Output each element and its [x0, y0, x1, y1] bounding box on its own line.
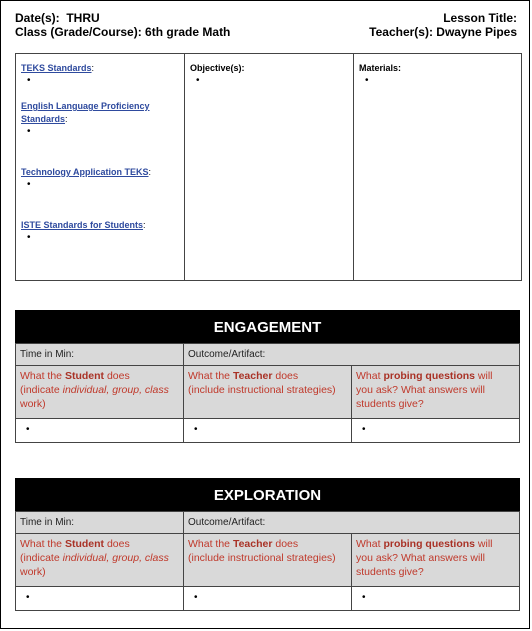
class-value[interactable]: 6th grade Math [145, 25, 231, 39]
date-line [15, 11, 100, 25]
text: does [104, 370, 130, 382]
text: you ask? What answers will [356, 552, 485, 564]
probing-bullet-cell[interactable] [352, 587, 520, 611]
text: What [356, 370, 384, 382]
teacher-label: Teacher(s): [369, 25, 433, 39]
student-bullet-cell[interactable] [16, 587, 184, 611]
teacher-bullet-cell[interactable] [184, 587, 352, 611]
colon: : [148, 167, 152, 177]
elps-standards-link-cont[interactable]: Standards [21, 114, 66, 124]
engagement-table [15, 343, 520, 443]
text: students give? [356, 566, 424, 578]
class-line [15, 25, 230, 39]
standards-cell[interactable] [16, 54, 185, 281]
probing-bold: probing questions [383, 538, 476, 550]
text: What the [188, 538, 233, 550]
probing-bold: probing questions [383, 370, 476, 382]
text: you ask? What answers will [356, 384, 485, 396]
text: work) [20, 398, 46, 410]
student-bullet-cell[interactable] [16, 419, 184, 443]
text: work) [20, 566, 46, 578]
outcome-artifact-cell[interactable] [184, 512, 520, 534]
bullet-item[interactable]: • [365, 75, 369, 86]
engagement-section [15, 310, 520, 443]
bullet-item[interactable]: • [27, 179, 31, 190]
outcome-artifact-cell[interactable] [184, 344, 520, 366]
section-title: EXPLORATION [15, 478, 520, 511]
class-label: Class (Grade/Course): [15, 25, 142, 39]
text: students give? [356, 398, 424, 410]
teacher-value[interactable]: Dwayne Pipes [436, 25, 517, 39]
teacher-does-cell [184, 366, 352, 419]
bullet-item[interactable]: • [27, 232, 31, 243]
student-bold: Student [64, 538, 105, 550]
time-label: Time in Min: [20, 517, 75, 528]
text: will [475, 538, 493, 550]
text: does [272, 538, 299, 550]
text: does [272, 370, 299, 382]
bullet-item: • [194, 424, 198, 435]
probing-questions-cell [352, 534, 520, 587]
bullet-item[interactable]: • [27, 126, 31, 137]
exploration-table [15, 511, 520, 611]
student-italic: individual, group, class [62, 384, 169, 396]
bullet-item: • [362, 424, 366, 435]
time-in-min-cell[interactable] [16, 512, 184, 534]
teks-standards-link[interactable]: TEKS Standards [21, 63, 92, 73]
colon: : [65, 114, 68, 124]
exploration-section [15, 478, 520, 611]
bullet-item: • [26, 424, 30, 435]
materials-label: Materials: [359, 63, 402, 73]
teacher-bullet-cell[interactable] [184, 419, 352, 443]
objectives-cell[interactable] [185, 54, 354, 281]
time-in-min-cell[interactable] [16, 344, 184, 366]
probing-questions-cell [352, 366, 520, 419]
text: does [104, 538, 130, 550]
teacher-bold: Teacher [232, 370, 273, 382]
elps-standards-link[interactable]: English Language Proficiency [21, 101, 150, 111]
text: (indicate [20, 552, 63, 564]
text: What the [20, 538, 65, 550]
student-bold: Student [64, 370, 105, 382]
bullet-item: • [194, 592, 198, 603]
section-title: ENGAGEMENT [15, 310, 520, 343]
text: (indicate [20, 384, 63, 396]
teacher-does-cell [184, 534, 352, 587]
lesson-title-label: Lesson Title: [443, 11, 517, 25]
date-value[interactable]: THRU [66, 11, 100, 25]
teacher-line [369, 25, 517, 39]
lesson-header [15, 11, 517, 39]
text: What [356, 538, 384, 550]
student-italic: individual, group, class [62, 552, 169, 564]
bullet-item[interactable]: • [196, 75, 200, 86]
text: (include instructional strategies) [188, 552, 336, 564]
student-does-cell [16, 534, 184, 587]
bullet-item: • [26, 592, 30, 603]
outcome-label: Outcome/Artifact: [188, 517, 266, 528]
iste-standards-link[interactable]: ISTE Standards for Students [21, 220, 144, 230]
teacher-bold: Teacher [232, 538, 273, 550]
colon: : [143, 220, 146, 230]
bullet-item[interactable]: • [27, 75, 31, 86]
standards-table [15, 53, 522, 281]
bullet-item: • [362, 592, 366, 603]
outcome-label: Outcome/Artifact: [188, 349, 266, 360]
text: What the [188, 370, 233, 382]
materials-cell[interactable] [354, 54, 522, 281]
text: will [475, 370, 493, 382]
colon: : [91, 63, 95, 73]
objectives-label: Objective(s): [190, 63, 245, 73]
text: What the [20, 370, 65, 382]
probing-bullet-cell[interactable] [352, 419, 520, 443]
date-label: Date(s): [15, 11, 60, 25]
time-label: Time in Min: [20, 349, 75, 360]
technology-teks-link[interactable]: Technology Application TEKS [21, 167, 149, 177]
student-does-cell [16, 366, 184, 419]
text: (include instructional strategies) [188, 384, 336, 396]
